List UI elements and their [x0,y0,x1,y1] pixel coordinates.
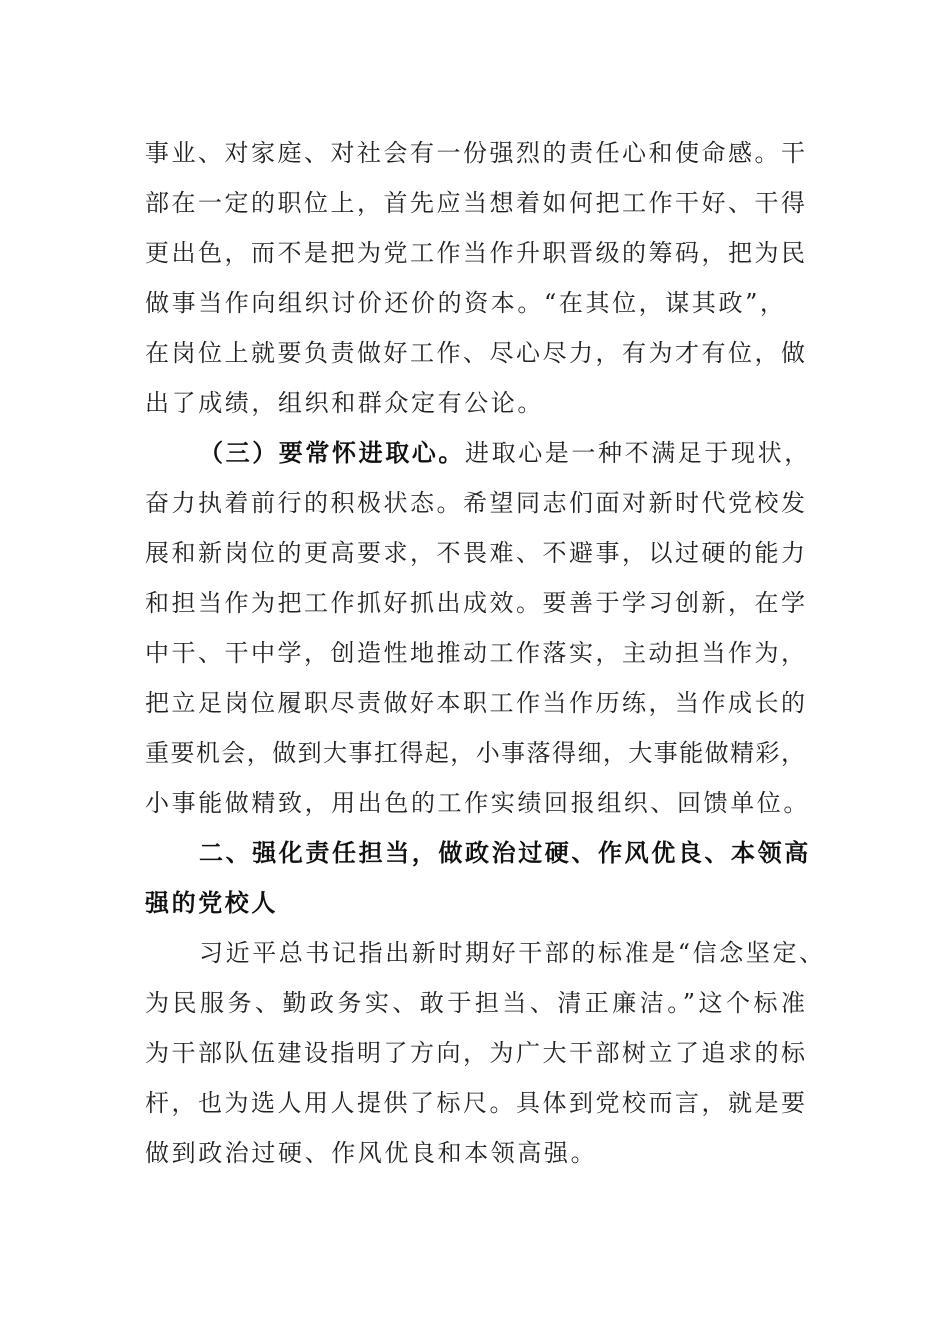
section-heading-line: 二、强化责任担当，做政治过硬、作风优良、本领高 [199,839,811,867]
section-heading [145,828,811,928]
text-line: 为干部队伍建设指明了方向，为广大干部树立了追求的标 [145,1039,805,1067]
text-line: 小事能做精致，用出色的工作实绩回报组织、回馈单位。 [145,789,810,817]
text-line: 部在一定的职位上，首先应当想着如何把工作干好、干得 [145,189,805,217]
text-line [145,428,811,478]
paragraph-good-cadre [145,928,826,1178]
paragraph-enterprise [145,428,811,828]
subsection-heading: （三）要常怀进取心。 [199,439,465,467]
text-line: 展和新岗位的更高要求，不畏难、不避事，以过硬的能力 [145,539,805,567]
text-line: 出了成绩，组织和群众定有公论。 [145,389,544,417]
document-body [145,128,826,1178]
text-line: 为民服务、勤政务实、敢于担当、清正廉洁。”这个标准 [145,989,805,1017]
text-line: 和担当作为把工作抓好抓出成效。要善于学习创新，在学 [145,589,805,617]
text-span: 进取心是一种不满足于现状， [465,439,811,467]
text-line: 奋力执着前行的积极状态。希望同志们面对新时代党校发 [145,489,805,517]
section-heading-line: 强的党校人 [145,889,278,917]
text-line: 在岗位上就要负责做好工作、尽心尽力，有为才有位，做 [145,339,805,367]
text-line: 杆，也为选人用人提供了标尺。具体到党校而言，就是要 [145,1089,805,1117]
text-line: 更出色，而不是把为党工作当作升职晋级的筹码，把为民 [145,239,805,267]
text-line: 习近平总书记指出新时期好干部的标准是“信念坚定、 [199,939,826,967]
text-line: 做事当作向组织讨价还价的资本。“在其位，谋其政”， [145,289,787,317]
text-line: 重要机会，做到大事扛得起，小事落得细，大事能做精彩， [145,739,805,767]
text-line: 做到政治过硬、作风优良和本领高强。 [145,1139,598,1167]
paragraph-responsibility [145,128,805,428]
text-line: 中干、干中学，创造性地推动工作落实，主动担当作为， [145,639,805,667]
text-line: 把立足岗位履职尽责做好本职工作当作历练，当作成长的 [145,689,805,717]
text-line: 事业、对家庭、对社会有一份强烈的责任心和使命感。干 [145,139,805,167]
